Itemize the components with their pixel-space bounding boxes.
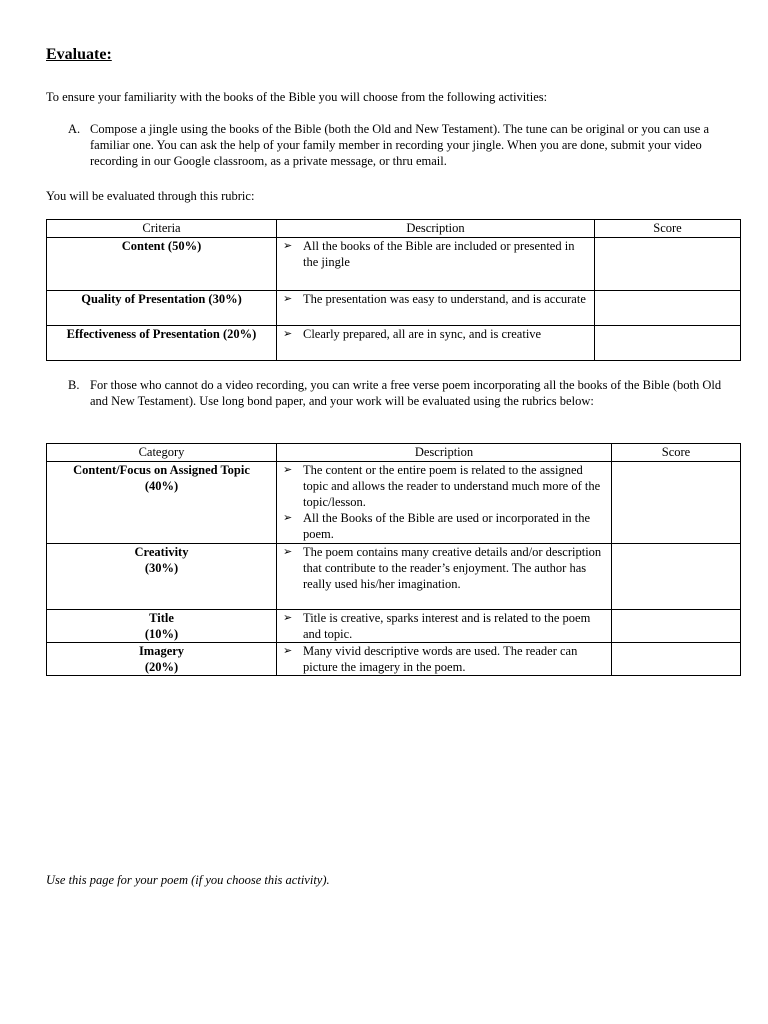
criteria-cell: Content (50%) bbox=[47, 238, 277, 291]
table-header-row bbox=[47, 220, 741, 238]
rubric-intro: You will be evaluated through this rubric: bbox=[46, 189, 255, 203]
page-heading: Evaluate: bbox=[46, 46, 112, 63]
category-weight: (30%) bbox=[144, 561, 179, 575]
category-name: Creativity bbox=[134, 545, 189, 559]
description-cell bbox=[277, 462, 612, 544]
activity-a bbox=[68, 121, 728, 169]
category-cell bbox=[47, 462, 277, 544]
arrow-bullet-icon: ➢ bbox=[283, 240, 293, 252]
header-score: Score bbox=[612, 444, 741, 462]
category-name: Imagery bbox=[138, 644, 185, 658]
list-item: ➢ All the Books of the Bible are used or incorporated in the poem. bbox=[283, 511, 591, 541]
category-weight: (40%) bbox=[144, 479, 179, 493]
category-name: Title bbox=[149, 611, 174, 625]
score-cell[interactable] bbox=[595, 238, 741, 291]
score-cell[interactable] bbox=[612, 610, 741, 643]
list-item: ➢ Clearly prepared, all are in sync, and is creative bbox=[283, 327, 542, 341]
criteria-cell: Quality of Presentation (30%) bbox=[47, 291, 277, 326]
arrow-bullet-icon: ➢ bbox=[283, 328, 293, 340]
list-item: ➢ Title is creative, sparks interest and is related to the poem and topic. bbox=[283, 611, 591, 641]
category-cell bbox=[47, 544, 277, 610]
arrow-bullet-icon: ➢ bbox=[283, 512, 293, 524]
list-item: ➢ The poem contains many creative details and/or description that contribute to the reader’s enjoyment. The author has really used his/her imagination. bbox=[283, 545, 602, 591]
criteria-cell: Effectiveness of Presentation (20%) bbox=[47, 326, 277, 361]
table-row bbox=[47, 238, 741, 291]
activity-a-letter: A. bbox=[68, 122, 81, 136]
category-weight: (10%) bbox=[144, 627, 179, 641]
activity-b-letter: B. bbox=[68, 378, 80, 392]
table-row bbox=[47, 291, 741, 326]
list-item: ➢ All the books of the Bible are included or presented in the jingle bbox=[283, 239, 575, 269]
header-description: Description bbox=[277, 444, 612, 462]
header-category: Category bbox=[47, 444, 277, 462]
category-name: Content/Focus on Assigned Topic bbox=[73, 463, 250, 477]
list-item: ➢ The presentation was easy to understand, and is accurate bbox=[283, 292, 586, 306]
table-row bbox=[47, 462, 741, 544]
description-cell bbox=[277, 326, 595, 361]
category-cell bbox=[47, 643, 277, 676]
arrow-bullet-icon: ➢ bbox=[283, 464, 293, 476]
description-cell bbox=[277, 238, 595, 291]
activity-b-text: For those who cannot do a video recording, you can write a free verse poem incorporating all the books of the Bible (both Old and New Testament). Use long bond paper, and your work will be evaluated using the rubrics below: bbox=[90, 378, 722, 408]
score-cell[interactable] bbox=[612, 462, 741, 544]
activity-b bbox=[68, 377, 728, 409]
category-weight: (20%) bbox=[144, 660, 179, 674]
table-row bbox=[47, 610, 741, 643]
activity-a-text: Compose a jingle using the books of the Bible (both the Old and New Testament). The tune can be original or you can use a familiar one. You can ask the help of your family member in recording your jingle. When you are done, submit your video recording in our Google classroom, as a private message, or thru email. bbox=[90, 122, 710, 168]
list-item: ➢ The content or the entire poem is related to the assigned topic and allows the reader to understand much more of the topic/lesson. bbox=[283, 463, 601, 509]
arrow-bullet-icon: ➢ bbox=[283, 546, 293, 558]
header-description: Description bbox=[277, 220, 595, 238]
score-cell[interactable] bbox=[595, 291, 741, 326]
description-cell bbox=[277, 544, 612, 610]
score-cell[interactable] bbox=[612, 544, 741, 610]
category-cell bbox=[47, 610, 277, 643]
table-row bbox=[47, 643, 741, 676]
description-cell bbox=[277, 291, 595, 326]
table-row bbox=[47, 326, 741, 361]
description-cell bbox=[277, 610, 612, 643]
arrow-bullet-icon: ➢ bbox=[283, 612, 293, 624]
intro-paragraph: To ensure your familiarity with the books of the Bible you will choose from the following activities: bbox=[46, 90, 548, 104]
header-score: Score bbox=[595, 220, 741, 238]
poem-rubric-table bbox=[46, 443, 741, 676]
score-cell[interactable] bbox=[595, 326, 741, 361]
header-criteria: Criteria bbox=[47, 220, 277, 238]
list-item: ➢ Many vivid descriptive words are used. The reader can picture the imagery in the poem. bbox=[283, 644, 578, 674]
table-row bbox=[47, 544, 741, 610]
jingle-rubric-table bbox=[46, 219, 741, 361]
description-cell bbox=[277, 643, 612, 676]
footer-note: Use this page for your poem (if you choose this activity). bbox=[46, 873, 330, 887]
score-cell[interactable] bbox=[612, 643, 741, 676]
arrow-bullet-icon: ➢ bbox=[283, 645, 293, 657]
table-header-row bbox=[47, 444, 741, 462]
arrow-bullet-icon: ➢ bbox=[283, 293, 293, 305]
